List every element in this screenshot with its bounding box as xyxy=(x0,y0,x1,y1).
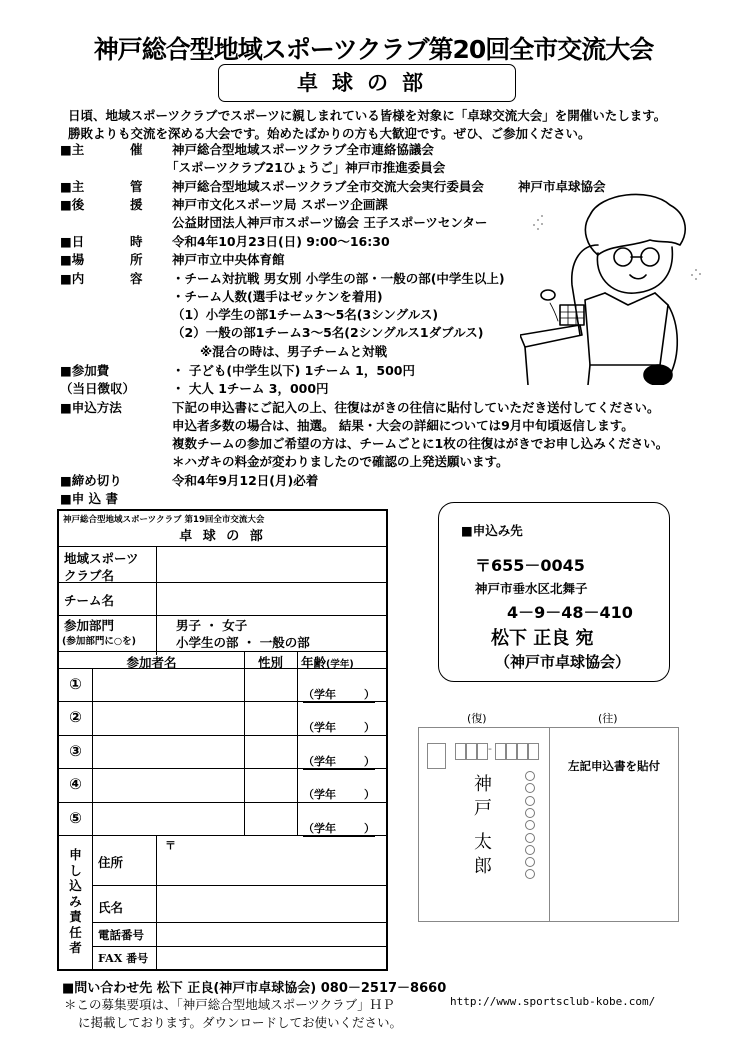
phone-label: 電話番号 xyxy=(98,928,144,942)
address-circle-icon xyxy=(525,845,535,855)
team-name-field[interactable] xyxy=(158,584,384,614)
application-form xyxy=(57,509,388,971)
postal-mark: 〒 xyxy=(165,839,176,852)
phone-field[interactable] xyxy=(158,924,384,944)
footer-note-2: に掲載しております。ダウンロードしてお使いください。 xyxy=(78,1015,403,1030)
subtitle-box: 卓球の部 xyxy=(218,64,516,102)
address-label: 住所 xyxy=(98,855,124,870)
datetime-label-1: ■日 xyxy=(60,234,85,249)
sample-recipient-name xyxy=(473,773,493,879)
club-label-1: 地域スポーツ xyxy=(64,551,139,566)
method-line-2: 申込者多数の場合は、抽選。 結果・大会の詳細については9月中旬頃返信します。 xyxy=(172,418,634,433)
participant-number: ② xyxy=(69,708,82,727)
address-circle-icon xyxy=(525,869,535,879)
fax-field[interactable] xyxy=(158,948,384,967)
management-value-2: 神戸市卓球協会 xyxy=(518,179,606,194)
applicant-label-char: み xyxy=(69,893,82,909)
participant-number: ⑤ xyxy=(69,808,82,827)
method-line-1: 下記の申込書にご記入の上、往復はがきの往信に貼付していただき送付してください。 xyxy=(172,400,660,415)
reply-card xyxy=(418,727,550,922)
sample-name-char: 太 xyxy=(474,832,492,853)
grade-label: （学年 xyxy=(303,788,336,802)
participant-number: ① xyxy=(69,675,82,693)
division-label: 参加部門 xyxy=(64,618,115,633)
col-age-note: (学年) xyxy=(326,659,354,670)
participant-gender-field[interactable] xyxy=(246,804,295,834)
organizer-line-2: 「スポーツクラブ21ひょうご」神戸市推進委員会 xyxy=(166,160,446,175)
grade-close: ） xyxy=(364,688,375,701)
participant-number: ③ xyxy=(69,741,82,760)
applicant-label-char: 任 xyxy=(69,924,82,940)
applicant-label-char: 責 xyxy=(69,909,82,924)
address-circle-icon xyxy=(525,796,535,806)
form-section-label: ■申 込 書 xyxy=(60,491,119,506)
sample-name-char: 戸 xyxy=(474,798,492,819)
fee-adult: ・ 大人 1チーム 3，000円 xyxy=(172,381,329,396)
zip-box-icon xyxy=(477,743,488,760)
club-label-2: クラブ名 xyxy=(64,568,115,583)
support-line-2: 公益財団法人神戸市スポーツ協会 王子スポーツセンター xyxy=(172,215,488,230)
datetime-label-2: 時 xyxy=(130,234,143,249)
col-gender: 性別 xyxy=(257,655,283,670)
grade-close: ） xyxy=(364,754,375,768)
management-label-2: 管 xyxy=(130,179,143,194)
address-number: 4－9－48－410 xyxy=(507,603,633,622)
venue-label-1: ■場 xyxy=(60,252,85,267)
address-circle-icon xyxy=(525,771,535,781)
content-label-2: 容 xyxy=(130,271,143,286)
zip-box-icon xyxy=(455,743,466,760)
fax-label: FAX 番号 xyxy=(98,952,149,965)
address-circle-icon xyxy=(525,783,535,793)
content-line-2: ・チーム人数(選手はゼッケンを着用) xyxy=(172,289,383,304)
address-circle-icon xyxy=(525,857,535,867)
participant-name-field[interactable] xyxy=(94,670,242,700)
zip-box-icon xyxy=(466,743,477,760)
grade-label: （学年 xyxy=(303,721,336,735)
table-tennis-player-illustration xyxy=(520,185,720,385)
support-label-1: ■後 xyxy=(60,197,85,212)
club-name-field[interactable] xyxy=(158,548,384,581)
address-box-title: ■申込み先 xyxy=(461,523,523,538)
footer-note-1: ＊この募集要項は、「神戸総合型地域スポーツクラブ」ＨＰ xyxy=(64,997,395,1012)
participant-name-field[interactable] xyxy=(94,703,242,733)
organizer-label-2: 催 xyxy=(130,142,143,157)
sample-name-char: 神 xyxy=(474,774,492,795)
address-field[interactable] xyxy=(158,837,384,871)
applicant-name-field[interactable] xyxy=(158,887,384,921)
form-header-title: 卓 球 の 部 xyxy=(179,529,266,544)
applicant-label-char: し xyxy=(69,862,82,878)
management-value: 神戸総合型地域スポーツクラブ全市交流大会実行委員会 xyxy=(172,179,484,194)
sample-name-char: 郎 xyxy=(474,856,492,877)
content-line-1: ・チーム対抗戦 男女別 小学生の部・一般の部(中学生以上) xyxy=(172,271,505,286)
applicant-label-char: 申 xyxy=(69,847,82,862)
zip-box-icon xyxy=(528,743,539,760)
division-note: (参加部門に○を) xyxy=(62,636,136,647)
method-line-4: ＊ハガキの料金が変わりましたので確認の上発送願います。 xyxy=(172,454,509,469)
address-circle-icon xyxy=(525,833,535,843)
participant-name-field[interactable] xyxy=(94,804,242,834)
organizer-label-1: ■主 xyxy=(60,142,85,157)
grade-close: ） xyxy=(364,721,375,735)
venue-label-2: 所 xyxy=(130,252,143,267)
outgoing-card-note: 左記申込書を貼付 xyxy=(568,759,660,773)
support-line-1: 神戸市文化スポーツ局 スポーツ企画課 xyxy=(172,197,388,212)
grade-close: ） xyxy=(364,821,375,835)
address-city: 神戸市垂水区北舞子 xyxy=(475,581,588,596)
zip-box-icon xyxy=(506,743,517,760)
grade-label: （学年 xyxy=(303,821,336,835)
deadline-value: 令和4年9月12日(月)必着 xyxy=(172,473,319,488)
participant-gender-field[interactable] xyxy=(246,670,295,700)
management-label-1: ■主 xyxy=(60,179,85,194)
applicant-label-char: 込 xyxy=(69,878,82,893)
grade-label: （学年 xyxy=(303,754,336,768)
submission-address-box xyxy=(438,502,670,682)
website-link[interactable]: http://www.sportsclub-kobe.com/ xyxy=(450,995,656,1008)
division-option-gender[interactable]: 男子 ・ 女子 xyxy=(176,618,248,633)
inquiry-line: ■問い合わせ先 松下 正良(神戸市卓球協会) 080－2517－8660 xyxy=(62,981,447,996)
address-recipient: 松下 正良 宛 xyxy=(491,628,594,649)
col-age-label: 年齢 xyxy=(301,655,327,670)
fee-sublabel: （当日徴収） xyxy=(60,381,136,396)
content-label-1: ■内 xyxy=(60,271,85,286)
participant-gender-field[interactable] xyxy=(246,703,295,733)
zip-dash: - xyxy=(488,742,492,755)
method-line-3: 複数チームの参加ご希望の方は、チームごとに1枚の往復はがきでお申し込みください。 xyxy=(172,436,669,451)
applicant-vertical-label xyxy=(59,847,92,956)
grade-close: ） xyxy=(364,788,375,802)
address-circle-icon xyxy=(525,820,535,830)
col-participant-name: 参加者名 xyxy=(126,655,177,670)
participant-number: ④ xyxy=(69,775,82,794)
participant-gender-field[interactable] xyxy=(246,737,295,767)
zip-box-icon xyxy=(517,743,528,760)
content-line-3: （1）小学生の部1チーム3～5名(3シングルス) xyxy=(172,307,439,322)
content-line-5: ※混合の時は、男子チームと対戦 xyxy=(200,344,388,359)
outgoing-card xyxy=(549,727,679,922)
grade-label: （学年 xyxy=(303,688,336,701)
organizer-line-1: 神戸総合型地域スポーツクラブ全市連絡協議会 xyxy=(172,142,434,157)
zip-box-icon xyxy=(495,743,506,760)
fee-child: ・ 子ども(中学生以下) 1チーム 1，500円 xyxy=(172,363,415,378)
content-line-4: （2）一般の部1チーム3～5名(2シングルス1ダブルス) xyxy=(172,325,484,340)
name-label: 氏名 xyxy=(98,900,124,915)
deadline-label: ■締め切り xyxy=(60,473,122,488)
venue-value: 神戸市立中央体育館 xyxy=(172,252,285,267)
participant-gender-field[interactable] xyxy=(246,770,295,800)
participant-name-field[interactable] xyxy=(94,737,242,767)
fee-label: ■参加費 xyxy=(60,363,110,378)
reply-side-label: (復) xyxy=(467,712,487,725)
datetime-value: 令和4年10月23日(日) 9:00～16:30 xyxy=(172,234,390,249)
support-label-2: 援 xyxy=(130,197,143,212)
team-label: チーム名 xyxy=(64,593,115,608)
address-postal: 〒655－0045 xyxy=(475,556,585,575)
stamp-box-icon xyxy=(427,743,446,769)
page-title: 神戸総合型地域スポーツクラブ第20回全市交流大会 xyxy=(93,35,654,64)
applicant-label-char: 者 xyxy=(69,940,82,955)
address-organization: （神戸市卓球協会） xyxy=(495,653,631,671)
intro-line-2: 勝敗よりも交流を深める大会です。始めたばかりの方も大歓迎です。ぜひ、ご参加ください。 xyxy=(68,126,591,141)
intro-line-1: 日頃、地域スポーツクラブでスポーツに親しまれている皆様を対象に「卓球交流大会」を開催いたします。 xyxy=(68,108,667,123)
division-option-category[interactable]: 小学生の部 ・ 一般の部 xyxy=(176,635,310,650)
address-circle-icon xyxy=(525,808,535,818)
method-label: ■申込方法 xyxy=(60,400,122,415)
participant-name-field[interactable] xyxy=(94,770,242,800)
form-header-small: 神戸総合型地域スポーツクラブ 第19回全市交流大会 xyxy=(63,515,265,525)
outgoing-side-label: (往) xyxy=(598,712,618,725)
